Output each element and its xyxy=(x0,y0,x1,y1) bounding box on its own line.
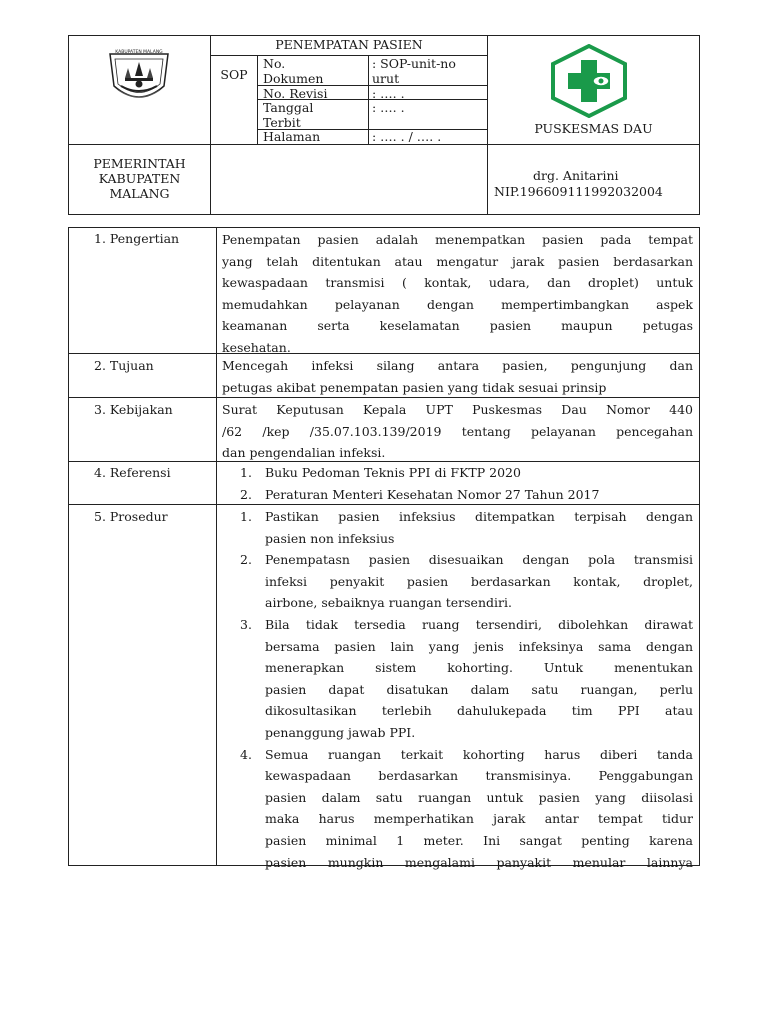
section-body-kebijakan: Surat Keputusan Kepala UPT Puskesmas Dau Nomor 440 /62 /kep /35.07.103.139/2019 tentang pelayanan pencegahan dan pengendalian infeksi. xyxy=(222,402,693,461)
gov-name: PEMERINTAH KABUPATEN MALANG xyxy=(93,156,186,201)
list-item: 2. Peraturan Menteri Kesehatan Nomor 27 Tahun 2017 xyxy=(240,486,600,502)
section-label-pengertian: 1. Pengertian xyxy=(94,231,180,246)
section-body-tujuan: Mencegah infeksi silang antara pasien, pengunjung dan petugas akibat penempatan pasien yang tidak sesuai prinsip xyxy=(222,358,693,395)
section-label-kebijakan: 3. Kebijakan xyxy=(94,402,173,417)
field-no-dokumen-value: : SOP-unit-no urut xyxy=(372,56,456,86)
prosedur-list xyxy=(240,506,693,873)
document-title: PENEMPATAN PASIEN xyxy=(275,37,423,52)
field-halaman-label: Halaman xyxy=(263,129,321,144)
list-item: 1. Buku Pedoman Teknis PPI di FKTP 2020 xyxy=(240,465,521,480)
section-label-tujuan: 2. Tujuan xyxy=(94,358,154,373)
logo-label: KABUPATEN MALANG xyxy=(115,50,163,55)
section-label-prosedur: 5. Prosedur xyxy=(94,509,168,524)
referensi-list xyxy=(240,462,693,505)
kabupaten-logo xyxy=(104,46,174,108)
field-no-dokumen-label: No. Dokumen xyxy=(263,56,324,86)
field-no-revisi-value: : …. . xyxy=(372,86,405,101)
list-item: 1. Pastikan pasien infeksius ditempatkan terpisah dengan pasien non infeksius xyxy=(240,509,693,546)
puskesmas-logo xyxy=(548,44,630,118)
list-item: 4. Semua ruangan terkait kohorting harus diberi tanda kewaspadaan berdasarkan transmisinya. Penggabungan pasien dalam satu ruangan untuk pasien yang diisolasi maka harus memperhatikan jarak antar tempat tidur pasien minimal 1 meter. Ini sangat penting karena pasien mungkin mengalami panyakit menular lainnya xyxy=(240,746,693,870)
field-tanggal-terbit-label: Tanggal Terbit xyxy=(263,100,314,130)
field-no-revisi-label: No. Revisi xyxy=(263,86,328,101)
signer-nip: NIP.196609111992032004 xyxy=(494,184,663,199)
sop-label: SOP xyxy=(220,67,248,82)
field-halaman-value: : …. . / …. . xyxy=(372,129,442,144)
section-label-referensi: 4. Referensi xyxy=(94,465,171,480)
field-tanggal-terbit-value: : …. . xyxy=(372,100,405,115)
section-body-pengertian: Penempatan pasien adalah menempatkan pasien pada tempat yang telah ditentukan atau mengatur jarak pasien berdasarkan kewaspadaan transmisi ( kontak, udara, dan droplet) untuk memudahkan pelayanan dengan mempertimbangkan aspek keamanan serta keselamatan pasien maupun petugas kesehatan. xyxy=(222,232,693,355)
signer-name: drg. Anitarini xyxy=(533,168,619,183)
puskesmas-name: PUSKESMAS DAU xyxy=(534,121,653,136)
list-item: 2. Penempatasn pasien disesuaikan dengan pola transmisi infeksi penyakit pasien berdasarkan kontak, droplet, airbone, sebaiknya ruangan tersendiri. xyxy=(240,552,693,611)
list-item: 3. Bila tidak tersedia ruang tersendiri, dibolehkan dirawat bersama pasien lain yang jenis infeksinya sama dengan menerapkan sistem kohorting. Untuk menentukan pasien dapat disatukan dalam satu ruangan, perlu dikosultasikan terlebih dahulukepada tim PPI atau penanggung jawab PPI. xyxy=(240,616,693,740)
